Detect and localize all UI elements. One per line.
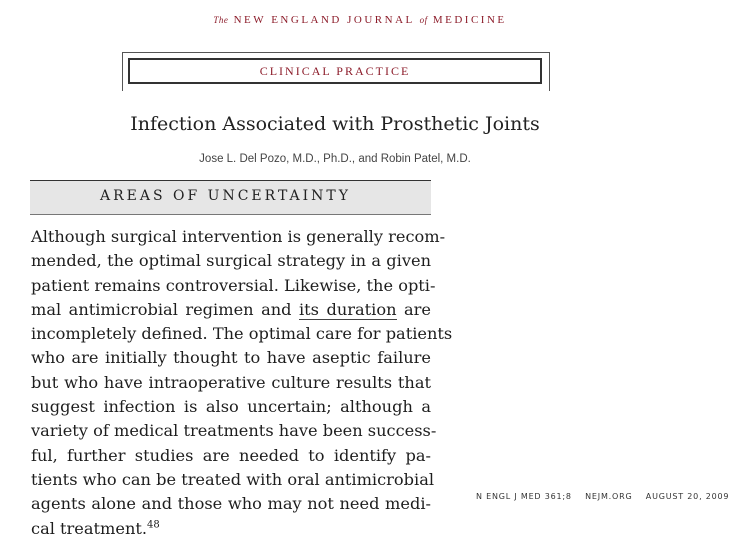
body-line: Although surgical intervention is generally recom- bbox=[31, 227, 446, 246]
body-line: ful, further studies are needed to identify pa- bbox=[31, 445, 431, 465]
body-line-last bbox=[31, 517, 431, 541]
body-line: mended, the optimal surgical strategy in a given bbox=[31, 251, 431, 271]
body-text-segment: are bbox=[396, 299, 431, 319]
masthead-the: The bbox=[213, 15, 229, 25]
masthead-name-part2: MEDICINE bbox=[432, 14, 507, 26]
section-header-band bbox=[30, 181, 431, 215]
journal-masthead bbox=[0, 14, 720, 26]
masthead-of: of bbox=[419, 15, 428, 25]
body-text-segment: mal antimicrobial regimen and bbox=[31, 299, 299, 319]
article-authors: Jose L. Del Pozo, M.D., Ph.D., and Robin Patel, M.D. bbox=[199, 153, 471, 165]
body-line: tients who can be treated with oral antimicrobial bbox=[31, 469, 435, 489]
reference-superscript: 48 bbox=[147, 519, 160, 531]
body-line: but who have intraoperative culture results that bbox=[31, 372, 431, 392]
section-label: CLINICAL PRACTICE bbox=[128, 58, 542, 84]
body-line: agents alone and those who may not need medi- bbox=[31, 494, 431, 514]
body-line: patient remains controversial. Likewise, the opti- bbox=[31, 275, 436, 295]
article-title: Infection Associated with Prosthetic Joints bbox=[130, 113, 540, 135]
footer-date: AUGUST 20, 2009 bbox=[645, 492, 730, 501]
body-line: suggest infection is also uncertain; although a bbox=[31, 397, 431, 417]
page-footer bbox=[476, 492, 739, 501]
body-line: incompletely defined. The optimal care for patients bbox=[31, 324, 453, 344]
footer-citation: N ENGL J MED 361;8 bbox=[476, 492, 572, 501]
section-heading: AREAS OF UNCERTAINTY bbox=[100, 188, 351, 204]
body-line: variety of medical treatments have been success- bbox=[31, 421, 437, 441]
body-text-segment: cal treatment. bbox=[31, 518, 148, 538]
body-line: who are initially thought to have aseptic failure bbox=[31, 348, 431, 368]
masthead-name-part1: NEW ENGLAND JOURNAL bbox=[233, 14, 415, 26]
body-line-with-underline bbox=[31, 298, 431, 322]
footer-site: NEJM.ORG bbox=[585, 492, 633, 501]
body-paragraph bbox=[31, 225, 453, 541]
underlined-phrase: its duration bbox=[299, 299, 397, 319]
